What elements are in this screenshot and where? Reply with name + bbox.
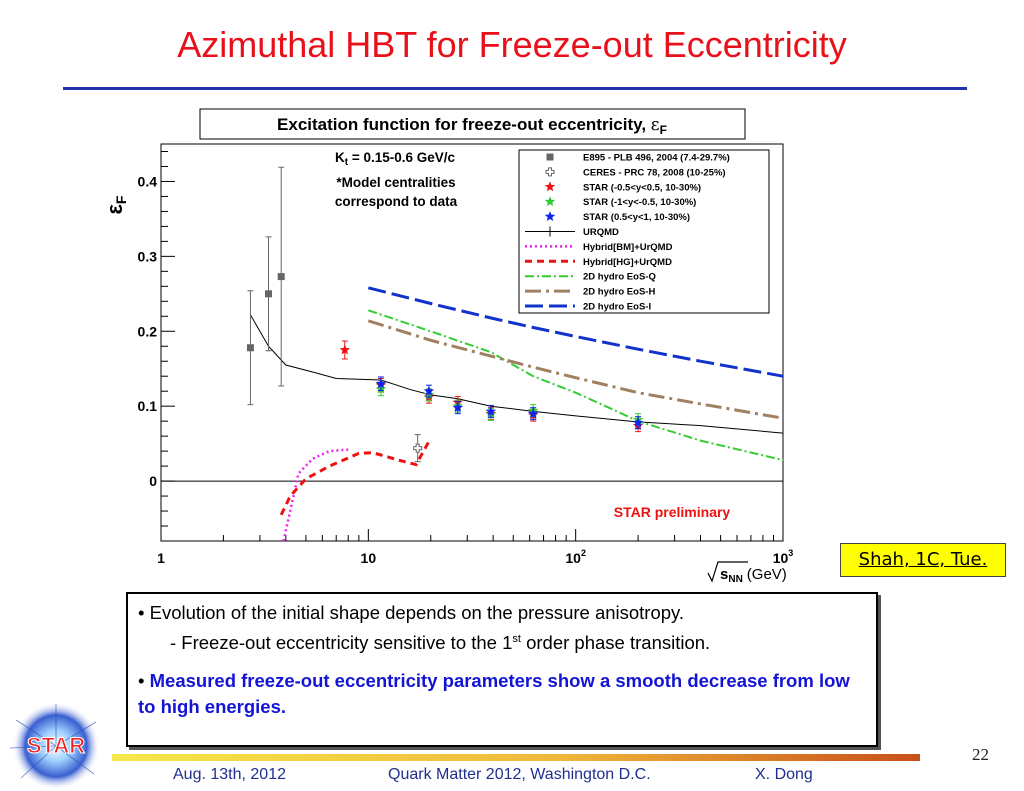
svg-text:Excitation function for freeze bbox=[277, 115, 667, 137]
page-number: 22 bbox=[972, 745, 989, 764]
bullet-box bbox=[126, 592, 878, 747]
footer-author: X. Dong bbox=[755, 766, 813, 783]
star-logo-text: STAR bbox=[26, 733, 86, 758]
svg-text:sNN(GeV): $s_{NN}$ (GeV) bbox=[720, 566, 787, 585]
star-logo bbox=[6, 700, 106, 791]
legend-label: E895 - PLB 496, 2004 (7.4-29.7%) bbox=[583, 152, 730, 164]
chart-title-text: Excitation function for freeze-out eccentricity, bbox=[277, 115, 651, 134]
x-tick-label: 10 bbox=[360, 550, 377, 566]
y-tick-label: 0.1 bbox=[137, 398, 157, 415]
point-e895 bbox=[265, 290, 272, 297]
legend-label: 2D hydro EoS-I bbox=[583, 301, 652, 313]
legend-label: Hybrid[BM]+UrQMD bbox=[583, 241, 673, 253]
legend-label: URQMD bbox=[583, 227, 619, 238]
svg-text:*Model centralities: *Model centralities bbox=[336, 175, 456, 190]
legend-label: STAR (0.5<y<1, 10-30%) bbox=[583, 212, 691, 224]
slide-title: Azimuthal HBT for Freeze-out Eccentricity bbox=[177, 24, 847, 65]
bullet-1-sub: - Freeze-out eccentricity sensitive to the 1st order phase transition. bbox=[170, 632, 711, 654]
chart-title bbox=[200, 109, 745, 139]
footer-conference: Quark Matter 2012, Washington D.C. bbox=[388, 766, 651, 783]
chart-title-sub: F bbox=[659, 123, 667, 137]
preliminary-label: STAR preliminary bbox=[613, 504, 731, 520]
y-tick-label: 0 bbox=[149, 473, 157, 490]
legend-label: 2D hydro EoS-H bbox=[583, 286, 656, 298]
x-tick-label: $10^2$ bbox=[565, 548, 586, 566]
legend-label: STAR (-0.5<y<0.5, 10-30%) bbox=[583, 182, 702, 194]
legend-label: 2D hydro EoS-Q bbox=[583, 271, 656, 283]
legend-label: Hybrid[HG]+UrQMD bbox=[583, 256, 672, 268]
x-axis-label bbox=[708, 562, 787, 585]
legend bbox=[519, 150, 769, 313]
y-tick-labels bbox=[138, 173, 158, 489]
legend-label: CERES - PRC 78, 2008 (10-25%) bbox=[583, 167, 726, 179]
x-tick-label: 1 bbox=[157, 550, 165, 566]
y-tick-label: 0.2 bbox=[137, 323, 157, 340]
bullet-1: • Evolution of the initial shape depends on the pressure anisotropy. bbox=[138, 602, 685, 623]
legend-marker bbox=[547, 154, 554, 161]
presenter-note: Shah, 1C, Tue. bbox=[840, 543, 1006, 577]
chart-title-symbol: ε bbox=[650, 115, 660, 135]
point-e895 bbox=[278, 273, 285, 280]
y-tick-label: 0.3 bbox=[137, 248, 157, 265]
y-tick-label: 0.4 bbox=[137, 173, 157, 190]
x-tick-labels bbox=[157, 548, 793, 566]
svg-text:Kt = 0.15-0.6 GeV/c: $K_t = 0.15-0.6$ GeV/c bbox=[334, 150, 456, 168]
x-tick-label: $10^3$ bbox=[772, 548, 794, 566]
svg-text:correspond to data: correspond to data bbox=[334, 194, 458, 209]
kt-annotation bbox=[335, 150, 458, 209]
footer-date: Aug. 13th, 2012 bbox=[173, 766, 286, 783]
point-e895 bbox=[247, 344, 254, 351]
y-axis-label: εF bbox=[102, 195, 129, 215]
footer-bar bbox=[112, 754, 920, 761]
legend-label: STAR (-1<y<-0.5, 10-30%) bbox=[583, 197, 697, 209]
bullet-2: • Measured freeze-out eccentricity parameters show a smooth decrease from low to high energies. bbox=[138, 670, 850, 718]
